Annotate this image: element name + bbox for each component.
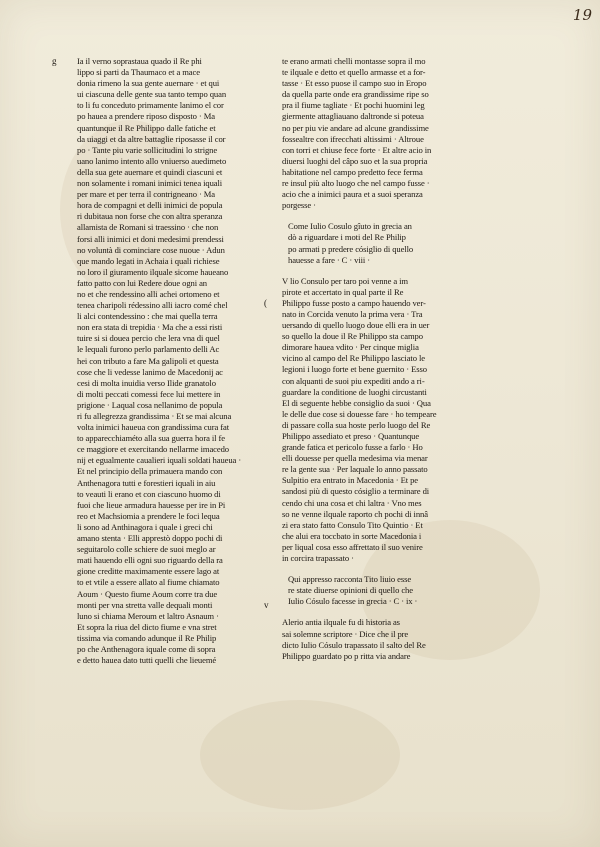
text-line: re la gente sua · Per laquale lo anno passato (282, 464, 428, 475)
text-line: zi era stato fatto Consulo Tito Quintio · Et (282, 519, 423, 530)
text-line: lippo si parti da Thaumaco et a mace (77, 67, 200, 78)
text-line: amano stenta · Elli apprestò doppo pochi di (77, 533, 223, 544)
text-line: po che Anthenagora iquale come di sopra (77, 643, 216, 654)
text-line: da uiaggi et da altre battaglie riposasse il cor (77, 133, 226, 144)
text-line: Philippo fusse posto a campo hauendo ver- (282, 297, 426, 308)
right-column (282, 56, 494, 672)
text-line: no per piu vie andare ad alcune grandissime (282, 122, 429, 133)
text-line: to li fu conceduto primamente lanimo el cor (77, 100, 224, 111)
text-line: re state diuerse opinioni di quello che (288, 585, 413, 596)
text-line: po hauea a prendere riposo disposto · Ma (77, 111, 215, 122)
left-column (77, 56, 265, 666)
text-line: non era stata di trepidia · Ma che a essi risti (77, 322, 223, 333)
text-line: nato in Corcida venuto la prima vera · Tra (282, 308, 423, 319)
text-line: volta inimici haueua con grandissima cura fat (77, 422, 230, 433)
paragraph-marker: ( (264, 298, 267, 308)
text-line: sandosi più di questo cósiglio a terminare di (282, 486, 430, 497)
text-line: Philippo guardato po p ritta via andare (282, 650, 411, 661)
text-line: porgesse · (282, 200, 316, 211)
text-line: Anthenagora tutti e forestieri iquali in aiu (77, 477, 216, 488)
text-line: Come Iulio Cosulo gîuto in grecia an (288, 221, 412, 232)
text-line: cose che li vedesse lanimo de Macedonij ac (77, 366, 223, 377)
text-line: fatto patto con lui Redere doue ogni an (77, 277, 207, 288)
text-line: con torri et chiuse fece forte · Et altre acio in (282, 144, 432, 155)
text-line: to veauti li erano et con ciascuno huomo di (77, 488, 221, 499)
text-line: ri fu allegrezza grandissima · Et se mai alcuna (77, 411, 232, 421)
text-line: hei con tributo a fare Ma galipoli et questa (77, 355, 219, 366)
text-line: seguitarolo colle schiere de suoi meglo ar (77, 544, 216, 555)
text-line: da quella parte onde era grandissime ripe so (282, 89, 429, 100)
text-line: in corcira trapassato · (282, 553, 354, 564)
text-line: li sono ad Anthinagora i quale i greci chi (77, 521, 213, 532)
folio-number: 19 (572, 6, 592, 24)
text-line: Qui appresso racconta Tito liuio esse (288, 574, 412, 585)
paragraph-marker: g (52, 56, 57, 66)
text-line: Alerio antia ilquale fu di historia as (282, 617, 400, 628)
text-line: fossealtre con ifrecchati altissimi · Altroue (282, 133, 424, 144)
text-line: luno si chiama Meroum et laltro Asnaum · (77, 610, 219, 621)
text-line: monti per vna stretta valle dequali monti (77, 599, 213, 610)
text-line: que mando legati in Achaia i quali richiese (77, 255, 220, 266)
text-line: le lequali furono perlo parlamento delli Ac (77, 344, 220, 355)
text-line: so quello la doue il Re Philippo sta campo (282, 331, 423, 342)
text-line: per mare et per terra il contrigneano · Ma (77, 189, 216, 200)
text-line: e detto hauea dato tutti quelli che lieuemé (77, 655, 217, 666)
text-line: quantunque il Re Philippo dalle fatiche et (77, 122, 216, 133)
text-line: li alci contendessino : che mai quella terra (77, 311, 218, 322)
text-line: so ne venne ilquale raporto ch pochi di innâ (282, 508, 428, 519)
text-line: allamista de Romani si traessino · che non (77, 222, 219, 233)
text-line: tenea charipoli rédessino alli iacro comé chel (77, 300, 228, 311)
right-paragraph-1 (282, 56, 494, 211)
text-line: Sulpitio era entrato in Macedonia · Et pe (282, 475, 418, 486)
text-line: cesi di molta inuidia verso Ilide granatolo (77, 377, 216, 388)
text-line: della sua gete auernare et quindi ciascuni et (77, 166, 223, 177)
paper-stain (200, 700, 400, 810)
text-line: no voluntà di cominciare cose nuoue · Adun (77, 244, 225, 255)
text-line: ui ciascuna delle gente sua tanto tempo quan (77, 89, 227, 100)
text-line: dimorare hauea vdito · Per cinque miglia (282, 342, 419, 353)
text-line: cendo chi una cosa et chi laltra · Vno mes (282, 497, 422, 508)
text-line: El di seguente hebbe consiglio da suoi · Qua (282, 397, 431, 408)
text-line: le delle due cose si douesse fare · ho tempeare (282, 408, 437, 419)
text-line: to et vtile a essere allato al fiume chiamato (77, 577, 220, 588)
text-line: dò a riguardare i moti del Re Philip (288, 232, 406, 243)
text-line: te ilquale e detto et quello armasse et a for- (282, 67, 426, 78)
text-line: Iulio Cósulo facesse in grecia · C · ix · (288, 596, 418, 607)
paragraph-marker: v (264, 600, 269, 610)
text-line: hauesse a fare · C · viii · (288, 254, 371, 265)
text-line: acio che a inimici paura et a suoi speranza (282, 189, 423, 200)
text-line: tissima via comando adunque il Re Philip (77, 632, 217, 643)
text-line: Philippo assediato et preso · Quantunque (282, 431, 420, 441)
text-line: di passare colla sua hoste perlo luogo del Re (282, 419, 431, 430)
text-line: Ia il verno soprastaua quado il Re phi (77, 56, 202, 66)
text-line: mati hauendo elli ogni suo riguardo della ra (77, 555, 223, 566)
text-line: giermente attagliauano daltronde si poteua (282, 111, 424, 122)
text-line: guardare la conditione de luoghi circustanti (282, 386, 427, 397)
text-line: fuoi che lieue armadura hauesse per ire in Pi (77, 499, 226, 510)
chapter-heading-ix (288, 574, 494, 607)
text-line: tasse · Et esso puose il campo suo in Eropo (282, 78, 427, 89)
text-line: per liqual cosa esso affrettato il suo venire (282, 541, 423, 552)
text-line: di molti peccati comessi fece lui mettere in (77, 388, 221, 399)
text-line: con alquanti de suoi piu expediti ando a ri- (282, 375, 425, 386)
text-line: V lio Consulo per taro poi venne a im (282, 275, 408, 286)
text-line: forsi alli inimici et doni medesimi prendessi (77, 233, 224, 244)
text-line: vicino al campo del Re Philippo lasciato le (282, 353, 425, 364)
text-line: sai solemne scriptore · Dice che il pre (282, 628, 409, 639)
text-line: re insul più alto luogo che nel campo fusse · (282, 178, 430, 189)
right-paragraph-3 (282, 617, 494, 661)
text-line: te erano armati chelli montasse sopra il mo (282, 56, 426, 66)
text-line: to apparecchiaméto alla sua guerra hora il fe (77, 433, 225, 444)
text-line: tuire si si douea percio che lera vna di quel (77, 333, 220, 344)
text-line: no et che rendessino alli achei ortomeno et (77, 288, 220, 299)
text-line: Aoum · Questo fiume Aoum corre tra due (77, 588, 218, 599)
text-line: pra il fiume tagliate · Et pochi huomini leg (282, 100, 425, 111)
text-line: elli douesse per quella medesima via menar (282, 453, 428, 464)
text-line: gione creditte maximamente essere lago at (77, 566, 220, 577)
text-line: Et nel principio della primauera mando con (77, 466, 223, 477)
text-line: prigione · Laqual cosa nellanimo de popula (77, 399, 223, 410)
text-line: donia rimeno la sua gente auernare · et qui (77, 78, 220, 89)
text-line: hora de compagni et delli inimici de popula (77, 200, 223, 211)
chapter-heading-viii (288, 221, 494, 265)
text-line: ce maggiore et exercitando nellarme imacedo (77, 444, 229, 455)
text-line: reo et Machsiomia a prendere le foci lequa (77, 510, 220, 521)
text-line: che alui era toccbato in sorte Macedonia i (282, 530, 422, 541)
text-line: po · Tante piu varie sollicitudini lo strigne (77, 144, 218, 155)
text-line: po armati p predere cósiglio di quello (288, 243, 414, 254)
text-line: non solamente i romani inimici tenea iquali (77, 178, 223, 189)
text-line: ri dubitaua non forse che con altra speranza (77, 211, 223, 222)
text-line: no loro il giuramento ilquale sicome haueano (77, 266, 229, 277)
text-line: Et sopra la riua del dicto fiume e vna stret (77, 621, 217, 632)
text-line: uersando di quello luogo doue elli era in uer (282, 320, 430, 331)
text-line: legioni i luogo forte et bene guernito · Esso (282, 364, 427, 375)
text-line: uano lanimo intento allo vniuerso auedimeto (77, 155, 227, 166)
text-line: habitatione nel campo predetto fece ferma (282, 166, 423, 177)
text-line: dicto Iulio Cósulo trapassato il salto del Re (282, 639, 426, 650)
text-line: grande fatica et pericolo fusse a farlo · Ho (282, 442, 423, 453)
text-line: diuersi luoghi del câpo suo et la sua propria (282, 155, 428, 166)
text-line: pirote et accertato in qual parte il Re (282, 286, 404, 297)
right-paragraph-2 (282, 276, 494, 564)
text-line: nij et egualmente caualieri iquali soldati haueua · (77, 455, 242, 466)
